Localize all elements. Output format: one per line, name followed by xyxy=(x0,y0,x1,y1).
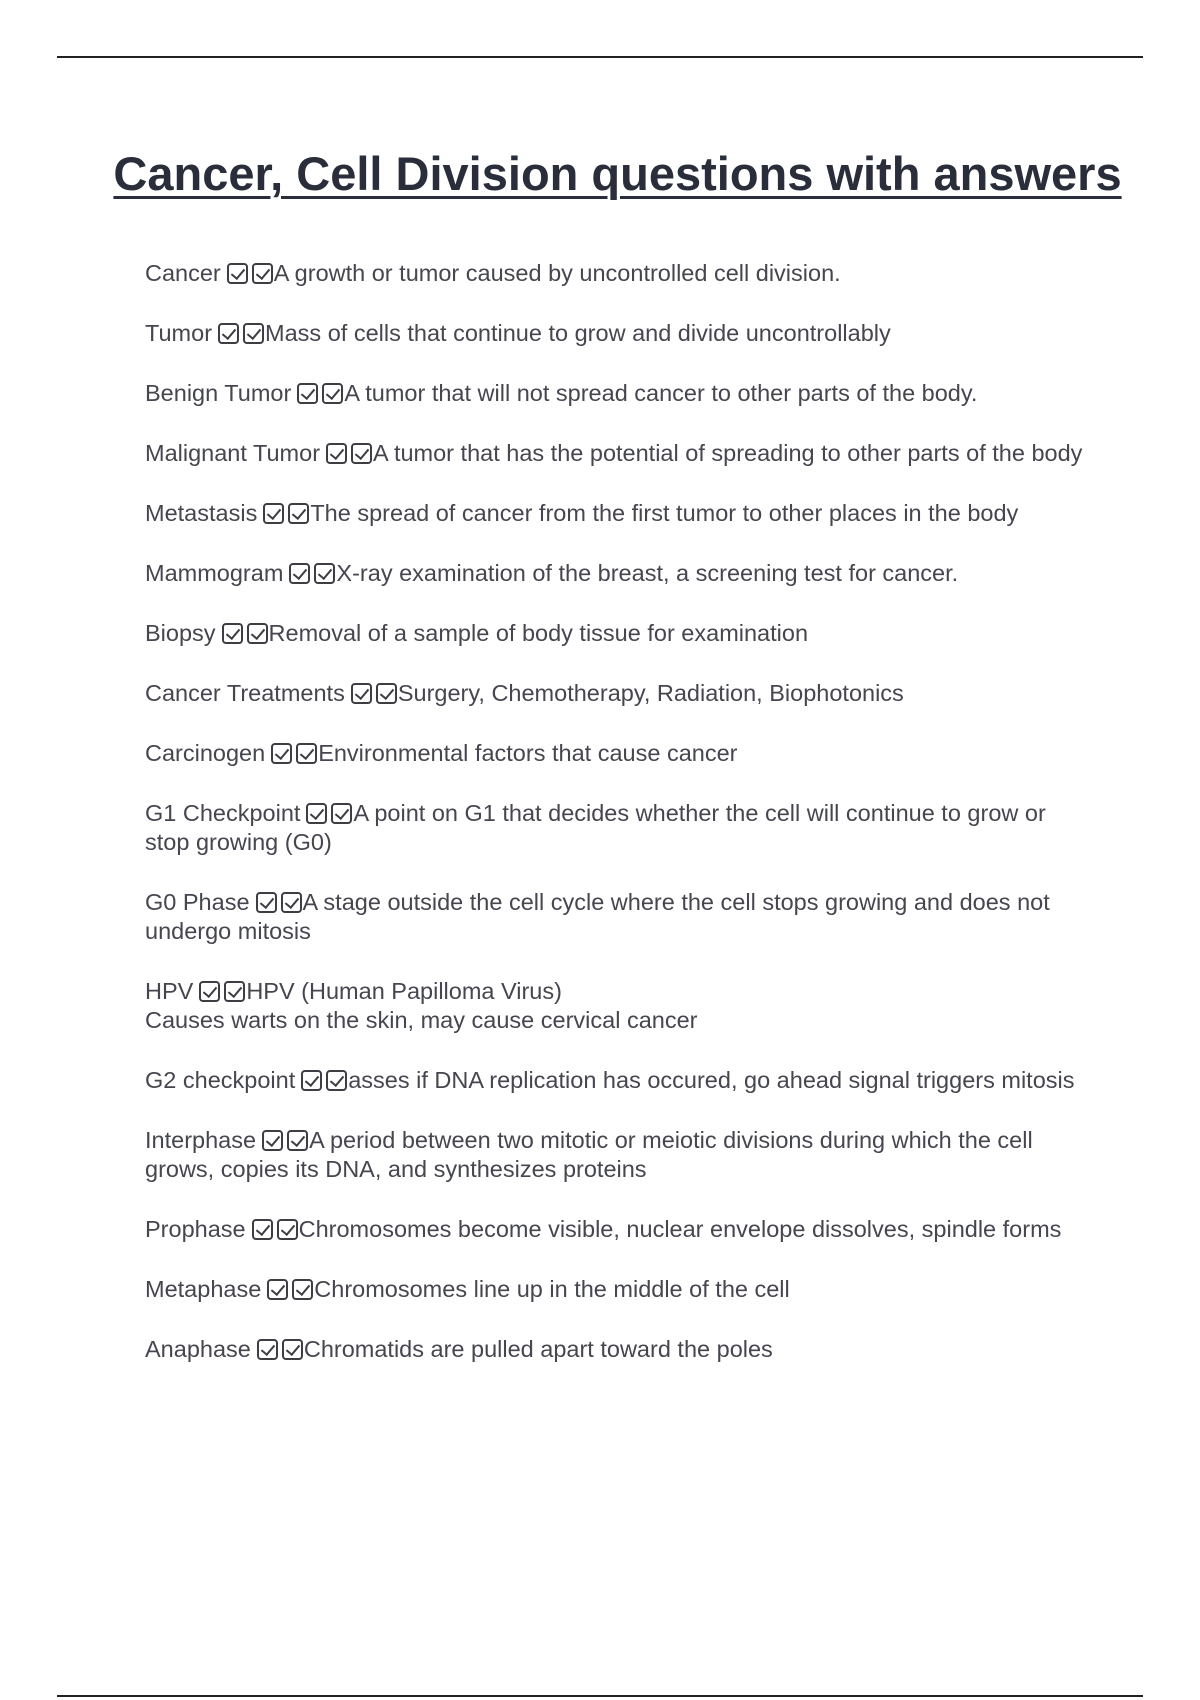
checked-box-icon xyxy=(314,563,335,584)
checked-box-icon xyxy=(224,981,245,1002)
entry-answer-line2: Causes warts on the skin, may cause cervical cancer xyxy=(145,1007,698,1033)
checked-box-icon xyxy=(256,892,277,913)
checked-box-icon xyxy=(227,263,248,284)
entry-term: Cancer Treatments xyxy=(145,680,345,706)
checkmark-icons xyxy=(252,1216,299,1242)
checked-box-icon xyxy=(306,803,327,824)
checked-box-icon xyxy=(222,623,243,644)
checkmark-icons xyxy=(222,620,269,646)
checked-box-icon xyxy=(301,1070,322,1091)
entry-term: Cancer xyxy=(145,260,221,286)
entry-answer: A point on G1 that decides whether the cell will continue to grow or stop growing (G0) xyxy=(145,800,1046,855)
qa-entry xyxy=(145,619,1085,648)
entry-answer: A tumor that will not spread cancer to other parts of the body. xyxy=(344,380,978,406)
entry-term: HPV xyxy=(145,978,194,1004)
checked-box-icon xyxy=(326,1070,347,1091)
qa-entry xyxy=(145,259,1085,288)
checkmark-icons xyxy=(271,740,318,766)
qa-entry xyxy=(145,499,1085,528)
checked-box-icon xyxy=(262,1130,283,1151)
checkmark-icons xyxy=(326,440,373,466)
checked-box-icon xyxy=(326,443,347,464)
checked-box-icon xyxy=(322,383,343,404)
entry-answer: asses if DNA replication has occured, go ahead signal triggers mitosis xyxy=(348,1067,1075,1093)
qa-entry xyxy=(145,379,1085,408)
checkmark-icons xyxy=(256,889,303,915)
checked-box-icon xyxy=(267,1279,288,1300)
qa-entry xyxy=(145,319,1085,348)
entry-term: G0 Phase xyxy=(145,889,250,915)
page-title: Cancer, Cell Division questions with answers xyxy=(113,147,1122,200)
entry-term: Interphase xyxy=(145,1127,257,1153)
checked-box-icon xyxy=(243,323,264,344)
entry-answer: Chromosomes line up in the middle of the cell xyxy=(314,1276,790,1302)
entry-answer: Mass of cells that continue to grow and divide uncontrollably xyxy=(265,320,891,346)
qa-entry xyxy=(145,888,1085,946)
checkmark-icons xyxy=(267,1276,314,1302)
checked-box-icon xyxy=(247,623,268,644)
checked-box-icon xyxy=(252,1219,273,1240)
entry-answer: The spread of cancer from the first tumor to other places in the body xyxy=(310,500,1019,526)
entry-term: Carcinogen xyxy=(145,740,266,766)
checked-box-icon xyxy=(287,1130,308,1151)
checked-box-icon xyxy=(257,1339,278,1360)
qa-entry xyxy=(145,1126,1085,1184)
checkmark-icons xyxy=(262,1127,309,1153)
qa-entry xyxy=(145,559,1085,588)
qa-entry xyxy=(145,799,1085,857)
entry-answer: A stage outside the cell cycle where the cell stops growing and does not undergo mitosis xyxy=(145,889,1050,944)
checked-box-icon xyxy=(288,503,309,524)
entry-answer: A growth or tumor caused by uncontrolled cell division. xyxy=(273,260,841,286)
checked-box-icon xyxy=(297,383,318,404)
qa-entry xyxy=(145,977,1085,1035)
checked-box-icon xyxy=(277,1219,298,1240)
entry-answer: X-ray examination of the breast, a screening test for cancer. xyxy=(336,560,959,586)
qa-list xyxy=(145,259,1085,1395)
checkmark-icons xyxy=(351,680,398,706)
checked-box-icon xyxy=(199,981,220,1002)
checkmark-icons xyxy=(289,560,336,586)
entry-answer: HPV (Human Papilloma Virus) xyxy=(246,978,562,1004)
checked-box-icon xyxy=(282,1339,303,1360)
entry-term: Benign Tumor xyxy=(145,380,292,406)
entry-term: Biopsy xyxy=(145,620,216,646)
qa-entry xyxy=(145,1335,1085,1364)
checked-box-icon xyxy=(296,743,317,764)
entry-answer: Surgery, Chemotherapy, Radiation, Biophotonics xyxy=(397,680,904,706)
entry-term: Mammogram xyxy=(145,560,284,586)
entry-answer: Chromatids are pulled apart toward the poles xyxy=(303,1336,773,1362)
checkmark-icons xyxy=(297,380,344,406)
entry-answer: Removal of a sample of body tissue for examination xyxy=(268,620,809,646)
qa-entry xyxy=(145,739,1085,768)
entry-term: Prophase xyxy=(145,1216,246,1242)
entry-term: Metaphase xyxy=(145,1276,262,1302)
checkmark-icons xyxy=(301,1067,348,1093)
checked-box-icon xyxy=(376,683,397,704)
entry-answer: Environmental factors that cause cancer xyxy=(318,740,738,766)
bottom-rule xyxy=(57,1695,1143,1697)
checked-box-icon xyxy=(281,892,302,913)
checkmark-icons xyxy=(218,320,265,346)
qa-entry xyxy=(145,1275,1085,1304)
entry-answer: Chromosomes become visible, nuclear envelope dissolves, spindle forms xyxy=(298,1216,1062,1242)
qa-entry xyxy=(145,439,1085,468)
checked-box-icon xyxy=(252,263,273,284)
checked-box-icon xyxy=(292,1279,313,1300)
checkmark-icons xyxy=(263,500,310,526)
qa-entry xyxy=(145,1066,1085,1095)
checked-box-icon xyxy=(271,743,292,764)
checkmark-icons xyxy=(199,978,246,1004)
entry-term: Anaphase xyxy=(145,1336,251,1362)
entry-answer: A period between two mitotic or meiotic divisions during which the cell grows, copies its DNA, and synthesizes proteins xyxy=(145,1127,1033,1182)
top-rule xyxy=(57,56,1143,58)
checked-box-icon xyxy=(263,503,284,524)
checkmark-icons xyxy=(257,1336,304,1362)
entry-term: Malignant Tumor xyxy=(145,440,321,466)
entry-term: G1 Checkpoint xyxy=(145,800,301,826)
entry-term: G2 checkpoint xyxy=(145,1067,296,1093)
checkmark-icons xyxy=(306,800,353,826)
checked-box-icon xyxy=(218,323,239,344)
checked-box-icon xyxy=(331,803,352,824)
entry-term: Metastasis xyxy=(145,500,258,526)
qa-entry xyxy=(145,679,1085,708)
qa-entry xyxy=(145,1215,1085,1244)
entry-term: Tumor xyxy=(145,320,213,346)
entry-answer: A tumor that has the potential of spreading to other parts of the body xyxy=(373,440,1083,466)
checked-box-icon xyxy=(289,563,310,584)
checkmark-icons xyxy=(227,260,274,286)
checked-box-icon xyxy=(351,443,372,464)
checked-box-icon xyxy=(351,683,372,704)
